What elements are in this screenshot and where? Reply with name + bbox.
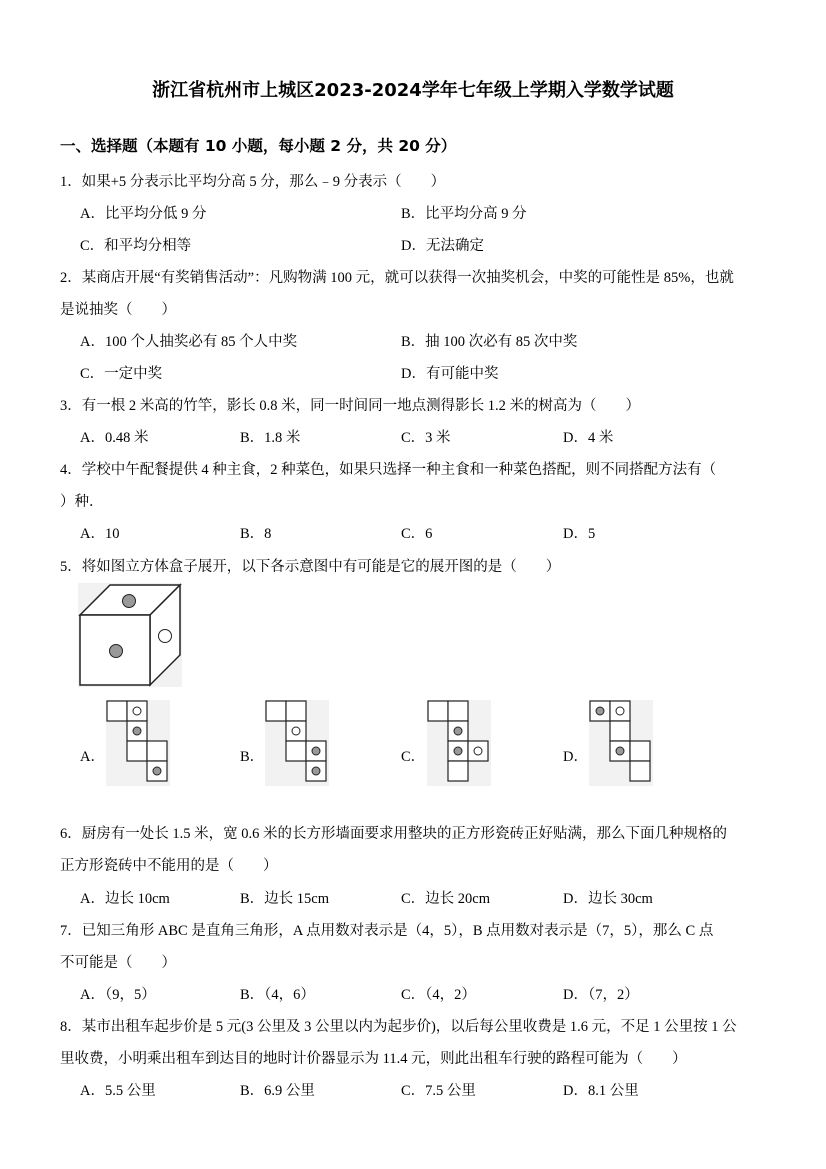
q6-option-b: B．边长 15cm — [240, 891, 330, 907]
q8-option-a: A．5.5 公里 — [80, 1083, 156, 1099]
q1-stem: 1．如果+5 分表示比平均分高 5 分，那么﹣9 分表示（ ） — [60, 174, 446, 190]
q5-option-a-label: A． — [80, 749, 105, 765]
q8-option-b: B．6.9 公里 — [240, 1083, 315, 1099]
q2-option-b: B．抽 100 次必有 85 次中奖 — [401, 334, 578, 350]
q3-option-c: C．3 米 — [401, 430, 451, 446]
q3-option-b: B．1.8 米 — [240, 430, 301, 446]
q2-stem-line2: 是说抽奖（ ） — [60, 302, 176, 318]
q8-option-c: C．7.5 公里 — [401, 1083, 476, 1099]
q2-option-c: C．一定中奖 — [80, 366, 163, 382]
q1-option-b: B．比平均分高 9 分 — [401, 206, 527, 222]
q2-stem-line1: 2．某商店开展“有奖销售活动”：凡购物满 100 元，就可以获得一次抽奖机会，中奖的可能性是 85%，也就 — [60, 270, 734, 286]
q6-option-d: D．边长 30cm — [563, 891, 653, 907]
q8-stem-line1: 8．某市出租车起步价是 5 元(3 公里及 3 公里以内为起步价)，以后每公里收费是 1.6 元，不足 1 公里按 1 公 — [60, 1019, 737, 1035]
cube-figure — [78, 583, 182, 687]
q4-option-a: A．10 — [80, 526, 120, 542]
q3-option-a: A．0.48 米 — [80, 430, 149, 446]
q1-option-c: C．和平均分相等 — [80, 238, 192, 254]
q7-option-a: A．（9，5） — [80, 987, 156, 1003]
q4-stem-line1: 4．学校中午配餐提供 4 种主食，2 种菜色，如果只选择一种主食和一种菜色搭配，则不同搭配方法有（ — [60, 462, 717, 478]
q7-stem-line2: 不可能是（ ） — [60, 955, 176, 971]
q7-stem-line1: 7．已知三角形 ABC 是直角三角形，A 点用数对表示是（4，5），B 点用数对表示是（7，5），那么 C 点 — [60, 923, 714, 939]
q1-option-d: D．无法确定 — [401, 238, 484, 254]
q4-stem-line2: ）种． — [60, 494, 104, 510]
q7-option-b: B．（4，6） — [240, 987, 315, 1003]
q5-option-c-label: C． — [401, 749, 426, 765]
q4-option-d: D．5 — [563, 526, 596, 542]
q2-option-d: D．有可能中奖 — [401, 366, 499, 382]
q6-option-a: A．边长 10cm — [80, 891, 170, 907]
q7-option-d: D．（7，2） — [563, 987, 639, 1003]
page-title: 浙江省杭州市上城区2023-2024学年七年级上学期入学数学试题 — [152, 80, 674, 101]
q8-stem-line2: 里收费，小明乘出租车到达目的地时计价器显示为 11.4 元，则此出租车行驶的路程可能为（ ） — [60, 1051, 687, 1067]
q2-option-a: A．100 个人抽奖必有 85 个人中奖 — [80, 334, 298, 350]
q6-option-c: C．边长 20cm — [401, 891, 491, 907]
q4-option-b: B．8 — [240, 526, 272, 542]
q6-stem-line1: 6．厨房有一处长 1.5 米，宽 0.6 米的长方形墙面要求用整块的正方形瓷砖正好贴满，那么下面几种规格的 — [60, 826, 727, 842]
section-heading: 一、选择题（本题有 10 小题，每小题 2 分，共 20 分） — [60, 137, 457, 155]
q6-stem-line2: 正方形瓷砖中不能用的是（ ） — [60, 858, 278, 874]
q3-stem: 3．有一根 2 米高的竹竿，影长 0.8 米，同一时间同一地点测得影长 1.2 米的树高为（ ） — [60, 398, 640, 414]
q4-option-c: C．6 — [401, 526, 433, 542]
q5-stem: 5．将如图立方体盒子展开，以下各示意图中有可能是它的展开图的是（ ） — [60, 559, 561, 575]
q1-option-a: A．比平均分低 9 分 — [80, 206, 207, 222]
q7-option-c: C．（4，2） — [401, 987, 476, 1003]
q8-option-d: D．8.1 公里 — [563, 1083, 639, 1099]
q5-option-b-label: B． — [240, 749, 265, 765]
q3-option-d: D．4 米 — [563, 430, 614, 446]
q5-option-d-label: D． — [563, 749, 588, 765]
